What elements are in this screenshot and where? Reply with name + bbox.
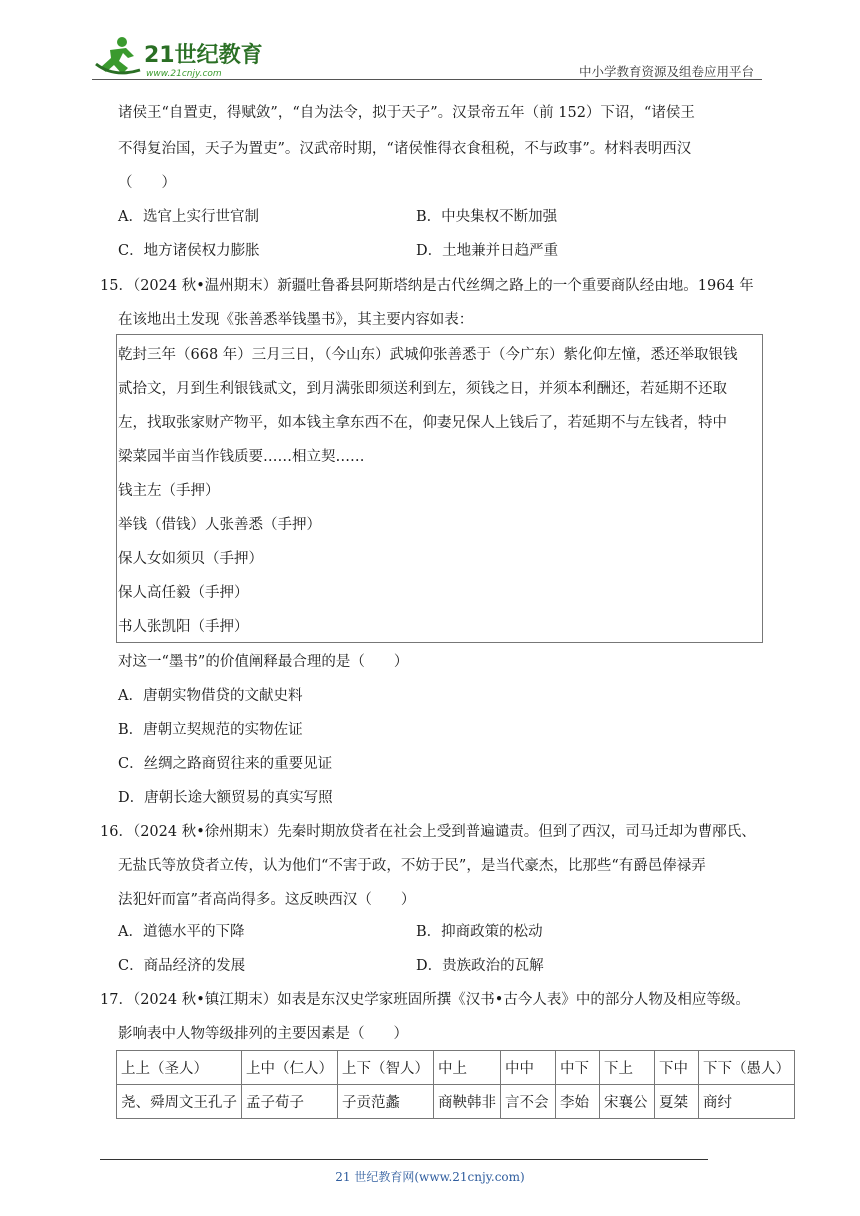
table-header-cell: 下中 [655,1051,699,1085]
q15-line-2: 在该地出土发现《张善悉举钱墨书》，其主要内容如表： [118,312,474,328]
table-cell: 子贡范蠡 [338,1085,434,1119]
q15-box-line-3: 左，找取张家财产物平，如本钱主拿东西不在，仰妻兄保人上钱后了，若延期不与左钱者，特中 [118,415,727,431]
table-header-cell: 上下（智人） [338,1051,434,1085]
logo-text: 21世纪教育 [144,43,262,68]
table-cell: 李始 [556,1085,600,1119]
q14-option-b[interactable]: B．中央集权不断加强 [416,209,558,225]
q15-box-line-7: 保人女如须贝（手押） [118,551,263,567]
q16-line-2: 无盐氏等放贷者立传，认为他们“不害于政，不妨于民”，是当代豪杰，比那些“有爵邑俸禄弄 [118,858,706,874]
table-row [117,1085,795,1119]
q15-option-d[interactable]: D．唐朝长途大额贸易的真实写照 [118,790,333,806]
q15-box-line-8: 保人高任毅（手押） [118,585,249,601]
q14-line-2: 不得复治国，天子为置吏”。汉武帝时期，“诸侯惟得衣食租税，不与政事”。材料表明西汉 [118,141,692,157]
table-cell: 尧、舜周文王孔子 [117,1085,242,1119]
q14-option-c[interactable]: C．地方诸侯权力膨胀 [118,243,260,259]
q17-line-2: 影响表中人物等级排列的主要因素是（ ） [118,1026,408,1042]
site-logo [92,34,262,80]
logo-url: www.21cnjy.com [146,69,222,79]
table-cell: 商纣 [699,1085,795,1119]
q15-option-c[interactable]: C．丝绸之路商贸往来的重要见证 [118,756,333,772]
q16-option-a[interactable]: A．道德水平的下降 [118,924,245,940]
table-header-row [117,1051,795,1085]
q16-line-1: 16．（2024 秋•徐州期末）先秦时期放贷者在社会上受到普遍谴责。但到了西汉，司马迁却为曹邴氏、 [100,824,756,840]
table-header-cell: 上中（仁人） [242,1051,338,1085]
table-header-cell: 上上（圣人） [117,1051,242,1085]
q15-box-line-5: 钱主左（手押） [118,483,220,499]
q14-line-1: 诸侯王“自置吏，得赋敛”，“自为法令，拟于天子”。汉景帝五年（前 152）下诏，“诸侯王 [118,105,695,121]
q14-option-a[interactable]: A．选官上实行世官制 [118,209,259,225]
q17-line-1: 17．（2024 秋•镇江期末）如表是东汉史学家班固所撰《汉书•古今人表》中的部分人物及相应等级。 [100,992,750,1008]
table-cell: 商鞅韩非 [434,1085,501,1119]
table-cell: 孟子荀子 [242,1085,338,1119]
footer-text[interactable]: 21 世纪教育网(www.21cnjy.com) [335,1170,525,1184]
q15-box-line-9: 书人张凯阳（手押） [118,619,249,635]
q15-option-b[interactable]: B．唐朝立契规范的实物佐证 [118,722,303,738]
table-cell: 夏桀 [655,1085,699,1119]
q15-box-line-1: 乾封三年（668 年）三月三日，（今山东）武城仰张善悉于（今广东）紫化仰左憧，悉还举取银钱 [118,347,738,363]
grade-table [116,1050,795,1119]
q14-line-3: （ ） [118,175,176,191]
q14-option-d[interactable]: D．土地兼并日趋严重 [416,243,559,259]
q16-line-3: 法犯奸而富”者高尚得多。这反映西汉（ ） [118,892,416,908]
table-header-cell: 中中 [501,1051,556,1085]
q15-box-line-6: 举钱（借钱）人张善悉（手押） [118,517,321,533]
q16-option-b[interactable]: B．抑商政策的松动 [416,924,543,940]
table-header-cell: 下上 [600,1051,655,1085]
table-header-cell: 中上 [434,1051,501,1085]
runner-logo-icon [92,34,262,80]
q15-line-1: 15．（2024 秋•温州期末）新疆吐鲁番县阿斯塔纳是古代丝绸之路上的一个重要商队经由地。1964 年 [100,278,754,294]
q15-box-line-2: 贰拾文，月到生利银钱贰文，到月满张即须送利到左，须钱之日，并须本利酬还，若延期不还取 [118,381,727,397]
header-divider [92,79,762,80]
table-cell: 言不会 [501,1085,556,1119]
q15-option-a[interactable]: A．唐朝实物借贷的文献史料 [118,688,303,704]
table-header-cell: 中下 [556,1051,600,1085]
table-header-cell: 下下（愚人） [699,1051,795,1085]
q15-box-line-4: 梁菜园半亩当作钱质要……相立契…… [118,449,365,465]
q16-option-c[interactable]: C．商品经济的发展 [118,958,246,974]
q16-option-d[interactable]: D．贵族政治的瓦解 [416,958,544,974]
footer-divider [100,1159,708,1160]
q15-question: 对这一“墨书”的价值阐释最合理的是（ ） [118,654,409,670]
platform-name: 中小学教育资源及组卷应用平台 [578,64,754,79]
table-cell: 宋襄公 [600,1085,655,1119]
